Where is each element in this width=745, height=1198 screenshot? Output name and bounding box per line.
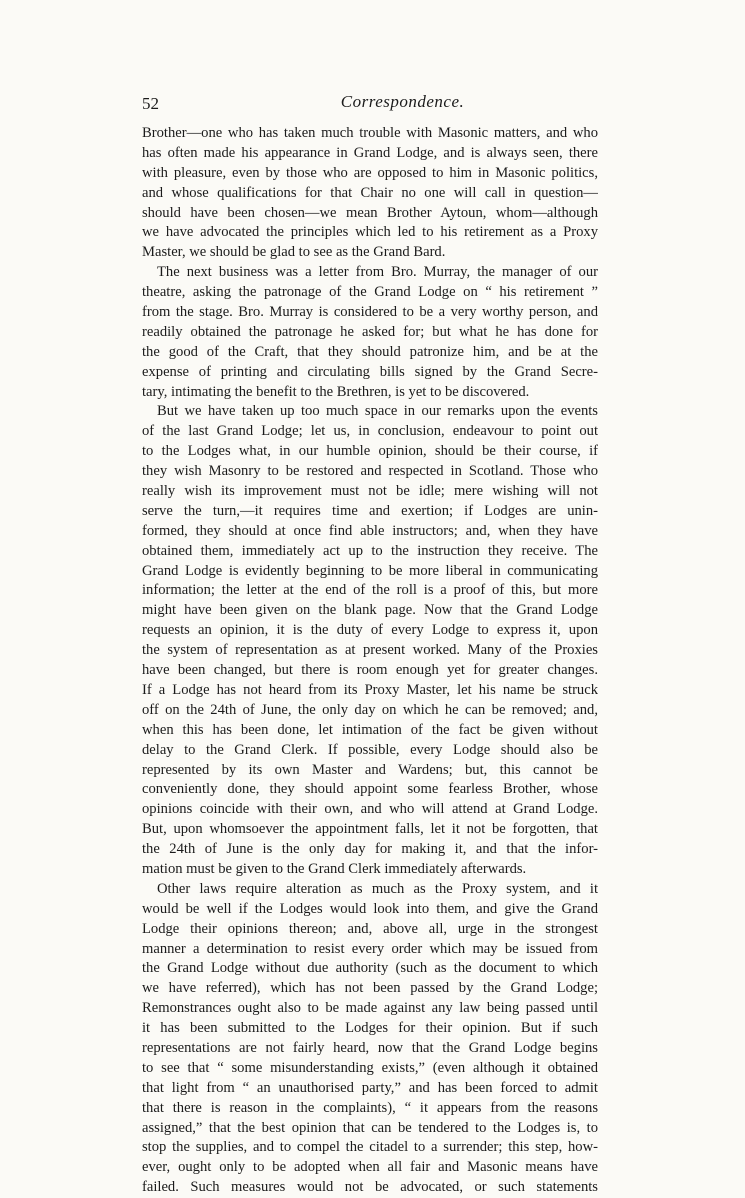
text-line: might have been given on the blank page. Now that the Grand Lodge [142,602,598,619]
page-number: 52 [142,94,159,113]
text-line: with pleasure, even by those who are opposed to him in Masonic politics, [142,164,598,181]
text-line: when this has been done, let intimation of the fact be given without [142,721,598,738]
text-line: should have been chosen—we mean Brother Aytoun, whom—although [142,204,598,221]
text-line: the good of the Craft, that they should patronize him, and be at the [142,343,598,360]
text-line: representations are not fairly heard, now that the Grand Lodge begins [142,1039,598,1056]
text-line: to the Lodges what, in our humble opinion, should be their course, if [142,443,598,460]
text-line: assigned,” that the best opinion that can be tendered to the Lodges is, to [142,1119,598,1136]
text-line: we have advocated the principles which led to his retirement as a Proxy [142,224,598,241]
text-line: off on the 24th of June, the only day on which he can be removed; and, [142,701,598,718]
text-line: But we have taken up too much space in our remarks upon the events [157,403,598,420]
text-line: If a Lodge has not heard from its Proxy Master, let his name be struck [142,681,598,698]
text-line: they wish Masonry to be restored and respected in Scotland. Those who [142,463,598,480]
text-line: the Grand Lodge without due authority (such as the document to which [142,960,598,977]
text-line: failed. Such measures would not be advocated, or such statements [142,1179,598,1196]
text-line: Brother—one who has taken much trouble with Masonic matters, and who [142,125,598,141]
text-line: serve the turn,—it requires time and exertion; if Lodges are unin- [142,502,598,519]
text-line: we have referred), which has not been passed by the Grand Lodge; [142,980,598,997]
text-line: tary, intimating the benefit to the Brethren, is yet to be discovered. [142,383,530,400]
text-line: the system of representation as at present worked. Many of the Proxies [142,642,598,659]
text-line: formed, they should at once find able instructors; and, when they have [142,522,598,539]
text-line: theatre, asking the patronage of the Grand Lodge on “ his retirement ” [142,284,598,301]
text-line: that light from “ an unauthorised party,” and has been forced to admit [142,1079,598,1096]
text-line: and whose qualifications for that Chair no one will call in question— [142,184,598,201]
text-line: to see that “ some misunderstanding exists,” (even although it obtained [142,1059,598,1076]
text-line: information; the letter at the end of the roll is a proof of this, but more [142,582,598,599]
text-line: mation must be given to the Grand Clerk immediately afterwards. [142,860,527,877]
text-line: the 24th of June is the only day for making it, and that the infor- [142,841,598,858]
text-line: has often made his appearance in Grand Lodge, and is always seen, there [142,144,598,161]
text-line: expense of printing and circulating bills signed by the Grand Secre- [142,363,598,380]
text-line: stop the supplies, and to compel the citadel to a surrender; this step, how- [142,1139,598,1156]
text-line: that there is reason in the complaints), “ it appears from the reasons [142,1099,598,1116]
text-line: readily obtained the patronage he asked for; but what he has done for [142,323,598,340]
text-line: requests an opinion, it is the duty of every Lodge to express it, upon [142,622,598,639]
text-line: have been changed, but there is room enough yet for greater changes. [142,662,598,679]
text-line: delay to the Grand Clerk. If possible, every Lodge should also be [142,741,598,758]
text-line: would be well if the Lodges would look into them, and give the Grand [142,900,598,917]
text-line: But, upon whomsoever the appointment falls, let it not be forgotten, that [142,821,598,838]
body-text [142,124,598,1198]
text-line: of the last Grand Lodge; let us, in conclusion, endeavour to point out [142,423,598,440]
text-line: manner a determination to resist every order which may be issued from [142,940,598,957]
text-line: Lodge their opinions thereon; and, above all, urge in the strongest [142,920,598,937]
text-line: represented by its own Master and Wardens; but, this cannot be [142,761,598,778]
text-line: obtained them, immediately act up to the instruction they receive. The [142,542,598,559]
text-line: from the stage. Bro. Murray is considered to be a very worthy person, and [142,304,598,321]
text-line: Other laws require alteration as much as the Proxy system, and it [157,880,598,897]
text-line: really wish its improvement must not be idle; mere wishing will not [142,483,598,500]
text-line: conveniently done, they should appoint some fearless Brother, whose [142,781,598,798]
text-line: Grand Lodge is evidently beginning to be more liberal in communicating [142,562,598,579]
text-line: opinions coincide with their own, and who will attend at Grand Lodge. [142,801,598,818]
text-line: The next business was a letter from Bro. Murray, the manager of our [157,264,598,281]
text-line: it has been submitted to the Lodges for their opinion. But if such [142,1020,598,1037]
text-line: Remonstrances ought also to be made against any law being passed until [142,1000,598,1017]
text-line: Master, we should be glad to see as the Grand Bard. [142,244,446,261]
running-title: Correspondence. [340,92,465,111]
text-line: ever, ought only to be adopted when all fair and Masonic means have [142,1159,598,1176]
